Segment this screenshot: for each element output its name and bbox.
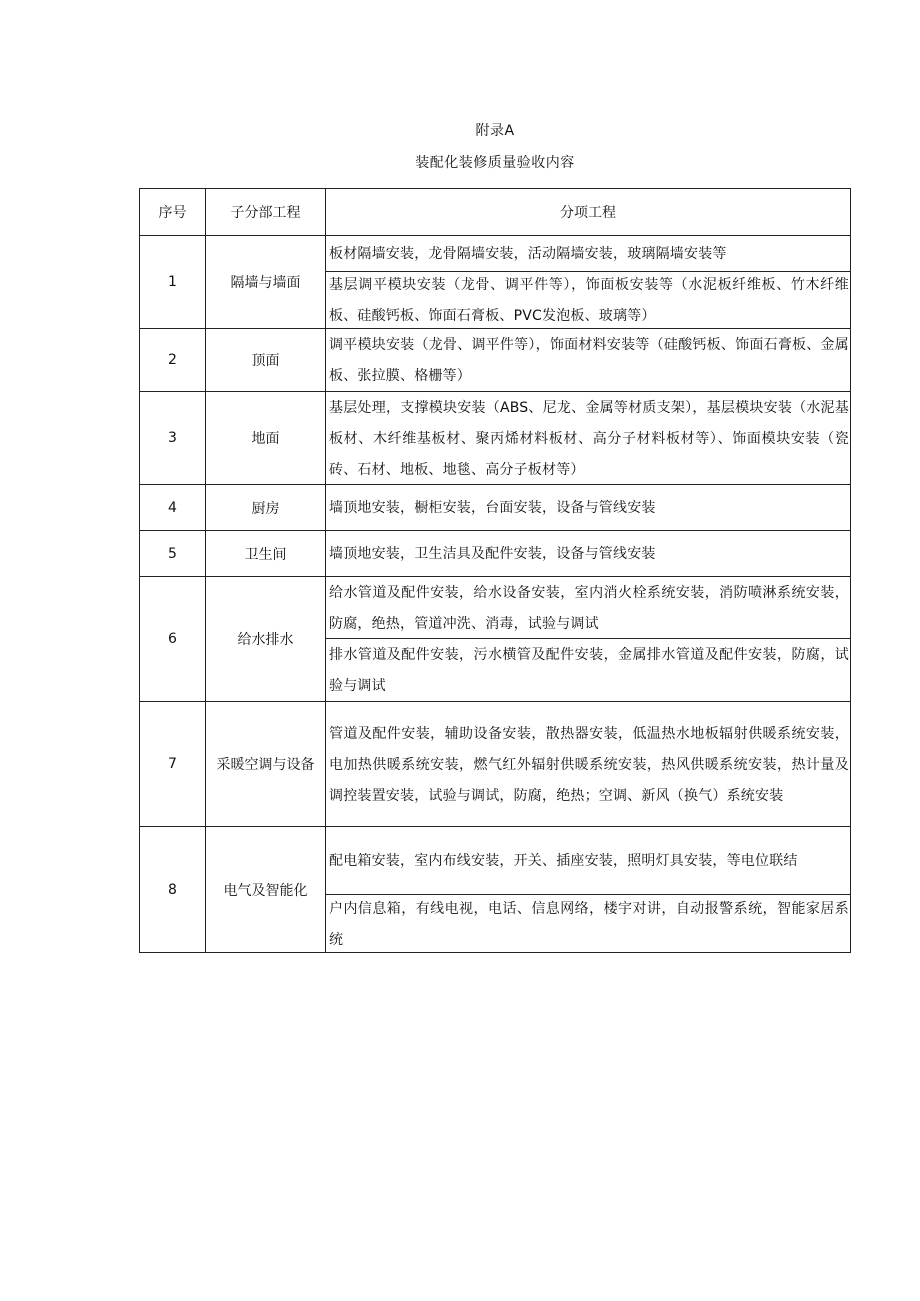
row-sub: 隔墙与墙面 bbox=[206, 236, 326, 328]
row-items bbox=[326, 485, 851, 530]
table-header-row bbox=[140, 189, 851, 236]
item-text: 墙顶地安装，卫生洁具及配件安装，设备与管线安装 bbox=[329, 546, 656, 562]
item-text: 配电箱安装，室内布线安装，开关、插座安装，照明灯具安装，等电位联结 bbox=[329, 853, 798, 869]
item-cell bbox=[326, 272, 850, 328]
item-text: 基层调平模块安装（龙骨、调平件等），饰面板安装等（水泥板纤维板、竹木纤维板、硅酸钙板、饰面石膏板、PVC发泡板、玻璃等） bbox=[329, 277, 849, 324]
acceptance-table bbox=[139, 188, 851, 953]
item-text: 板材隔墙安装，龙骨隔墙安装，活动隔墙安装，玻璃隔墙安装等 bbox=[329, 246, 727, 262]
table-row bbox=[140, 329, 851, 392]
row-no: 5 bbox=[140, 531, 206, 576]
page-title: 装配化装修质量验收内容 bbox=[415, 155, 575, 171]
table-row bbox=[140, 485, 851, 531]
table-row bbox=[140, 827, 851, 953]
table-row bbox=[140, 392, 851, 485]
table-row bbox=[140, 702, 851, 827]
item-text: 基层处理，支撑模块安装（ABS、尼龙、金属等材质支架），基层模块安装（水泥基板材、木纤维基板材、聚丙烯材料板材、高分子材料板材等）、饰面模块安装（瓷砖、石材、地板、地毯、高分子板材等） bbox=[329, 399, 849, 478]
row-no: 1 bbox=[140, 236, 206, 328]
table-row bbox=[140, 531, 851, 577]
row-no: 4 bbox=[140, 485, 206, 530]
item-text: 户内信息箱，有线电视，电话、信息网络，楼宇对讲，自动报警系统，智能家居系统 bbox=[329, 900, 849, 948]
row-items bbox=[326, 329, 851, 391]
row-no: 3 bbox=[140, 392, 206, 484]
header-no: 序号 bbox=[140, 189, 206, 235]
item-cell bbox=[326, 827, 850, 895]
row-items bbox=[326, 702, 851, 826]
row-no: 6 bbox=[140, 577, 206, 701]
row-sub: 卫生间 bbox=[206, 531, 326, 576]
item-cell bbox=[326, 485, 850, 530]
row-items bbox=[326, 531, 851, 576]
header-items: 分项工程 bbox=[326, 189, 851, 235]
row-no: 2 bbox=[140, 329, 206, 391]
row-sub: 电气及智能化 bbox=[206, 827, 326, 952]
row-sub: 给水排水 bbox=[206, 577, 326, 701]
row-no: 7 bbox=[140, 702, 206, 826]
item-cell bbox=[326, 329, 850, 391]
item-cell bbox=[326, 702, 850, 826]
item-cell bbox=[326, 639, 850, 701]
header-sub: 子分部工程 bbox=[206, 189, 326, 235]
table-row bbox=[140, 236, 851, 329]
row-sub: 采暖空调与设备 bbox=[206, 702, 326, 826]
item-cell bbox=[326, 236, 850, 272]
item-text: 给水管道及配件安装，给水设备安装，室内消火栓系统安装，消防喷淋系统安装，防腐，绝热，管道冲洗、消毒，试验与调试 bbox=[329, 584, 849, 632]
appendix-label: 附录A bbox=[475, 123, 515, 139]
item-cell bbox=[326, 895, 850, 952]
item-text: 排水管道及配件安装，污水横管及配件安装，金属排水管道及配件安装，防腐，试验与调试 bbox=[329, 647, 849, 694]
item-cell bbox=[326, 577, 850, 639]
row-sub: 厨房 bbox=[206, 485, 326, 530]
row-items bbox=[326, 577, 851, 701]
row-items bbox=[326, 392, 851, 484]
row-sub: 顶面 bbox=[206, 329, 326, 391]
table-row bbox=[140, 577, 851, 702]
item-text: 墙顶地安装，橱柜安装，台面安装，设备与管线安装 bbox=[329, 500, 656, 516]
item-cell bbox=[326, 392, 850, 484]
item-cell bbox=[326, 531, 850, 576]
row-items bbox=[326, 236, 851, 328]
row-sub: 地面 bbox=[206, 392, 326, 484]
row-items bbox=[326, 827, 851, 952]
row-no: 8 bbox=[140, 827, 206, 952]
item-text: 管道及配件安装，辅助设备安装，散热器安装，低温热水地板辐射供暖系统安装，电加热供暖系统安装，燃气红外辐射供暖系统安装，热风供暖系统安装，热计量及调控装置安装，试验与调试，防腐，绝热；空调、新风（换气）系统安装 bbox=[329, 725, 849, 804]
item-text: 调平模块安装（龙骨、调平件等），饰面材料安装等（硅酸钙板、饰面石膏板、金属板、张拉膜、格栅等） bbox=[329, 337, 849, 384]
